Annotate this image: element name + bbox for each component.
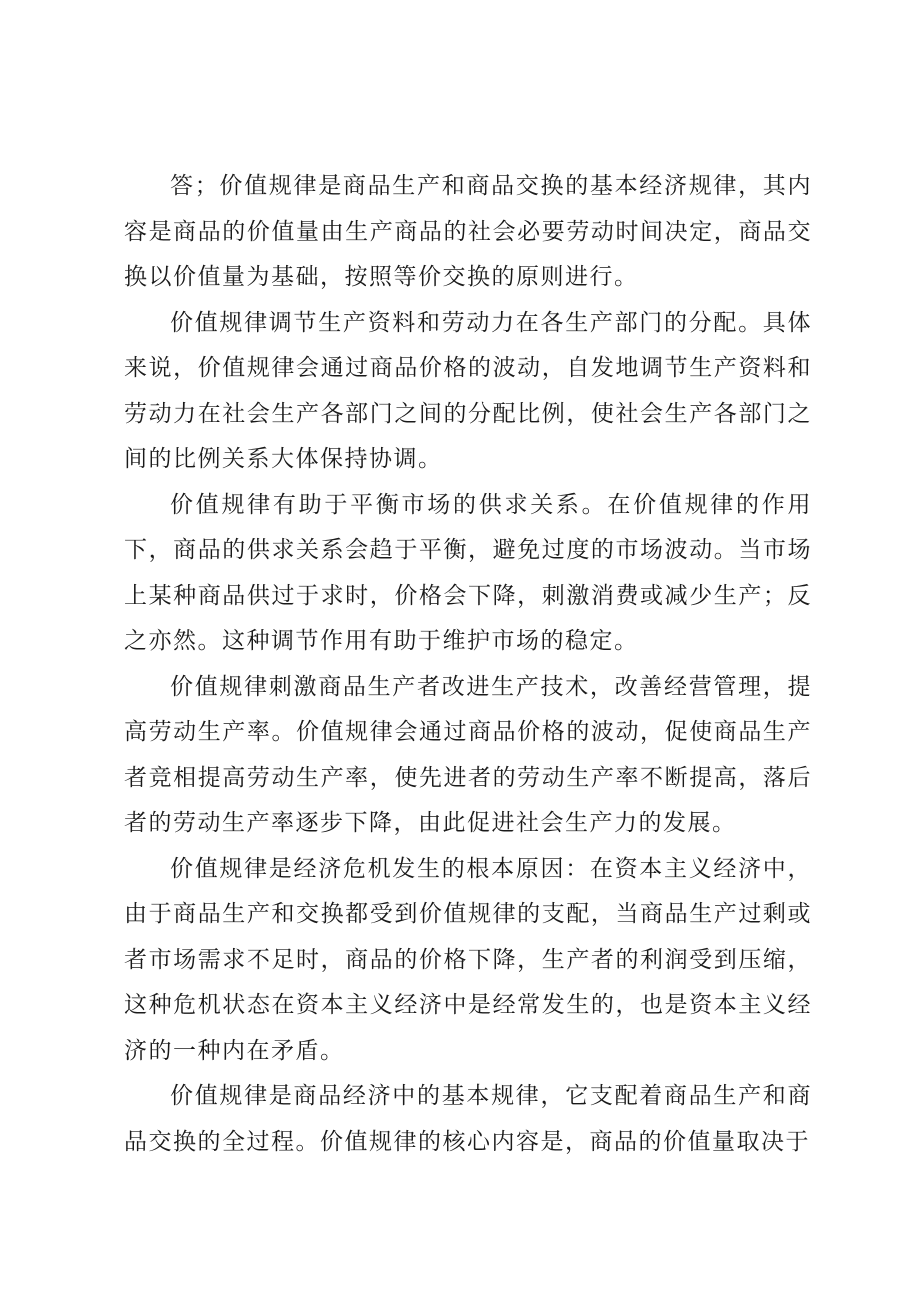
paragraph-productivity-improvement: 价值规律刺激商品生产者改进生产技术，改善经营管理，提高劳动生产率。价值规律会通过商品价格的波动，促使商品生产者竞相提高劳动生产率，使先进者的劳动生产率不断提高，落后者的劳动生产率逐步下降，由此促进社会生产力的发展。: [124, 673, 812, 836]
document-body: [124, 164, 812, 1165]
paragraph-supply-demand-balance: 价值规律有助于平衡市场的供求关系。在价值规律的作用下，商品的供求关系会趋于平衡，避免过度的市场波动。当市场上某种商品供过于求时，价格会下降，刺激消费或减少生产；反之亦然。这种调节作用有助于维护市场的稳定。: [124, 491, 812, 654]
paragraph-answer-definition: 答；价值规律是商品生产和商品交换的基本经济规律，其内容是商品的价值量由生产商品的社会必要劳动时间决定，商品交换以价值量为基础，按照等价交换的原则进行。: [124, 173, 812, 290]
paragraph-basic-law-summary: 价值规律是商品经济中的基本规律，它支配着商品生产和商品交换的全过程。价值规律的核心内容是，商品的价值量取决于: [124, 1083, 812, 1155]
paragraph-economic-crisis: 价值规律是经济危机发生的根本原因：在资本主义经济中，由于商品生产和交换都受到价值规律的支配，当商品生产过剩或者市场需求不足时，商品的价格下降，生产者的利润受到压缩，这种危机状态在资本主义经济中是经常发生的，也是资本主义经济的一种内在矛盾。: [124, 855, 812, 1064]
paragraph-regulates-allocation: 价值规律调节生产资料和劳动力在各生产部门的分配。具体来说，价值规律会通过商品价格的波动，自发地调节生产资料和劳动力在社会生产各部门之间的分配比例，使社会生产各部门之间的比例关系大体保持协调。: [124, 309, 812, 472]
